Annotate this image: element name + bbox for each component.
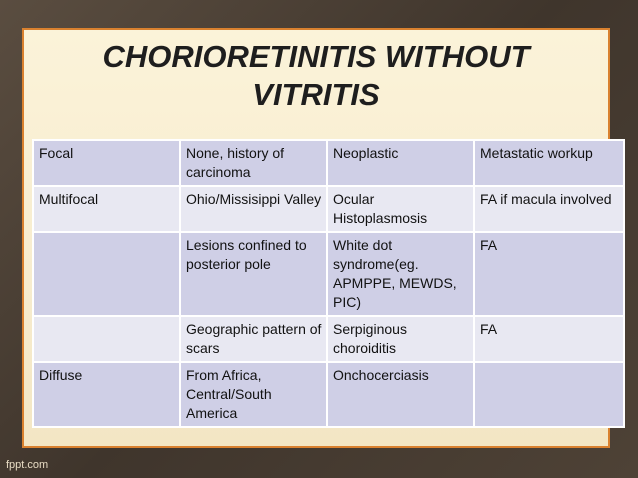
table-cell: Metastatic workup <box>474 140 624 186</box>
table-row <box>33 362 624 427</box>
fppt-branding: fppt.com <box>6 459 49 471</box>
table-cell: From Africa, Central/South America <box>180 362 327 427</box>
slide <box>22 28 610 448</box>
table-row <box>33 316 624 362</box>
slide-title <box>24 38 608 114</box>
table-cell: Onchocerciasis <box>327 362 474 427</box>
table-cell <box>33 232 180 316</box>
table-cell: Geographic pattern of scars <box>180 316 327 362</box>
table-cell: None, history of carcinoma <box>180 140 327 186</box>
table-cell: Neoplastic <box>327 140 474 186</box>
chorioretinitis-table <box>32 139 625 428</box>
title-line-2: VITRITIS <box>252 77 380 112</box>
table-cell <box>33 316 180 362</box>
table-cell: FA if macula involved <box>474 186 624 232</box>
title-line-1: CHORIORETINITIS WITHOUT <box>102 39 530 74</box>
table-cell <box>474 362 624 427</box>
table-row <box>33 232 624 316</box>
table-cell: Ohio/Missisippi Valley <box>180 186 327 232</box>
table-cell: Diffuse <box>33 362 180 427</box>
table-cell: FA <box>474 316 624 362</box>
table-cell: Lesions confined to posterior pole <box>180 232 327 316</box>
table-row <box>33 140 624 186</box>
table-cell: Focal <box>33 140 180 186</box>
table-cell: Multifocal <box>33 186 180 232</box>
table-cell: Serpiginous choroiditis <box>327 316 474 362</box>
table-row <box>33 186 624 232</box>
table-cell: Ocular Histoplasmosis <box>327 186 474 232</box>
table-cell: FA <box>474 232 624 316</box>
table-cell: White dot syndrome(eg. APMPPE, MEWDS, PIC) <box>327 232 474 316</box>
